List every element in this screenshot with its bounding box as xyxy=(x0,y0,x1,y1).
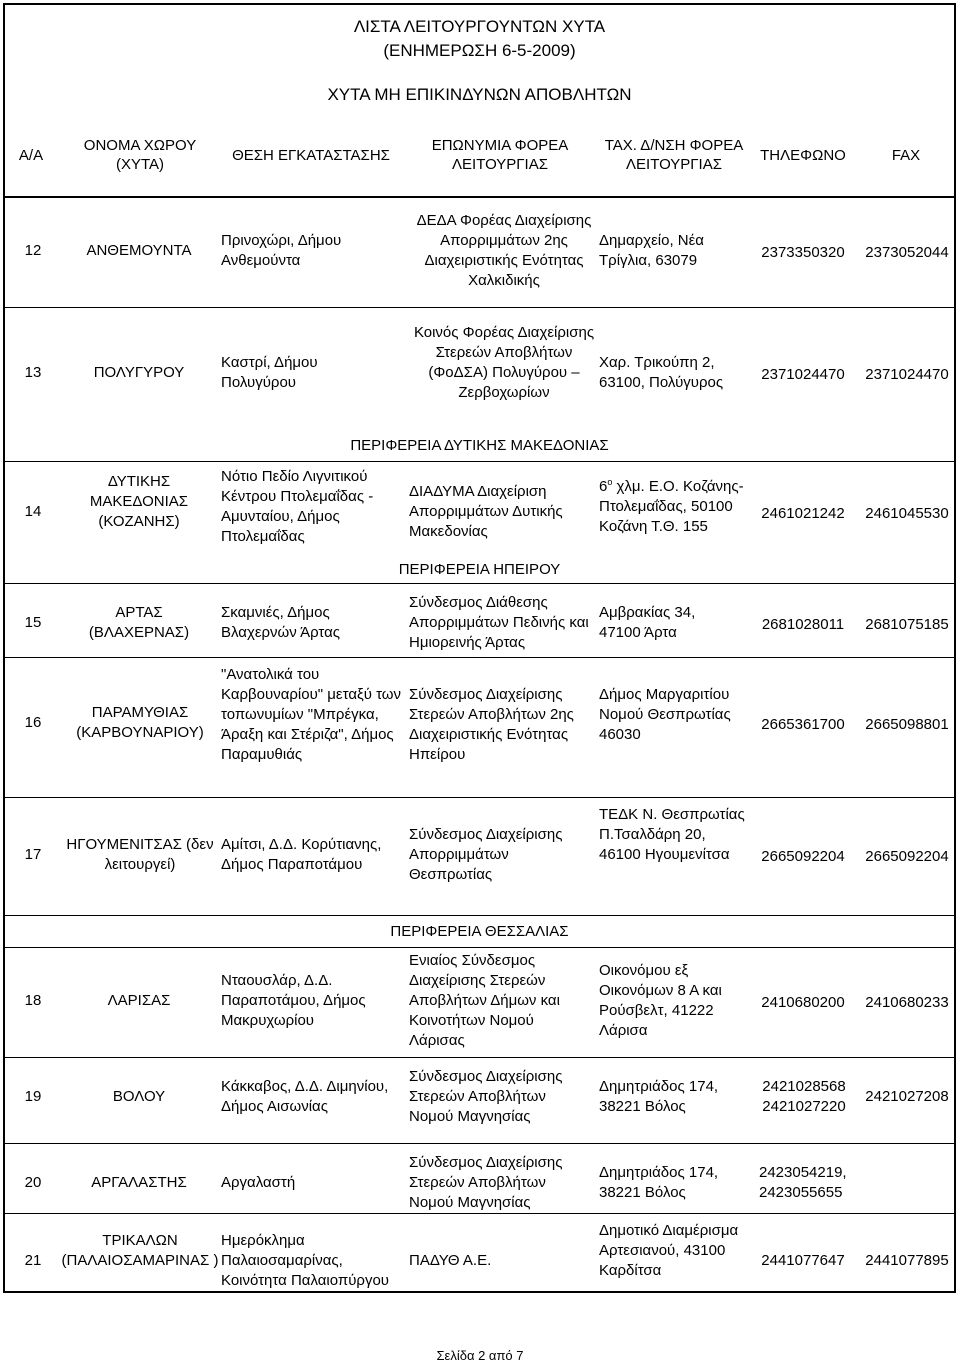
row-18-dieuthynsi: Οικονόμου εξ Οικονόμων 8 Α και Ρούσβελτ, 41222 Λάρισα xyxy=(599,962,722,1039)
row-divider xyxy=(5,583,954,584)
row-17-aa: 17 xyxy=(24,846,42,863)
page-footer: Σελίδα 2 από 7 xyxy=(436,1348,524,1363)
row-21-aa: 21 xyxy=(24,1252,42,1269)
column-header-tilefono: ΤΗΛΕΦΩΝΟ xyxy=(760,146,846,164)
row-divider xyxy=(5,947,954,948)
row-19-eponymia: Σύνδεσμος Διαχείρισης Στερεών Αποβλήτων Νομού Μαγνησίας xyxy=(409,1068,563,1125)
row-13-aa: 13 xyxy=(24,364,42,381)
column-header-fax: FAX xyxy=(891,146,921,164)
region-thessalia: ΠΕΡΙΦΕΡΕΙΑ ΘΕΣΣΑΛΙΑΣ xyxy=(390,923,569,940)
row-17-onoma: ΗΓΟΥΜΕΝΙΤΣΑΣ (δεν λειτουργεί) xyxy=(66,836,214,873)
row-21-onoma: ΤΡΙΚΑΛΩΝ (ΠΑΛΑΙΟΣΑΜΑΡΙΝΑΣ ) xyxy=(61,1232,219,1269)
row-13-eponymia: Κοινός Φορέας Διαχείρισης Στερεών Αποβλήτων (ΦοΔΣΑ) Πολυγύρου – Ζερβοχωρίων xyxy=(413,324,595,401)
row-19-fax: 2421027208 xyxy=(865,1088,949,1105)
row-15-fax: 2681075185 xyxy=(865,616,949,633)
row-14-aa: 14 xyxy=(24,503,42,520)
header-divider xyxy=(5,196,954,198)
row-15-dieuthynsi: Αμβρακίας 34, 47100 Άρτα xyxy=(599,604,696,641)
row-14-dieuthynsi: $6^o$ χλμ. Ε.Ο. Κοζάνης-Πτολεμαΐδας, 50100 Κοζάνη Τ.Θ. 155 xyxy=(599,477,744,535)
update-date: (ΕΝΗΜΕΡΩΣΗ 6-5-2009) xyxy=(383,41,576,60)
row-14-fax: 2461045530 xyxy=(865,505,949,522)
row-17-fax: 2665092204 xyxy=(865,848,949,865)
row-divider xyxy=(5,1213,954,1214)
row-divider xyxy=(5,1143,954,1144)
row-16-fax: 2665098801 xyxy=(865,716,949,733)
document-sheet xyxy=(3,3,956,1293)
row-16-dieuthynsi: Δήμος Μαργαριτίου Νομού Θεσπρωτίας 46030 xyxy=(599,686,731,743)
row-17-tilefono: 2665092204 xyxy=(761,848,845,865)
row-14-onoma: ΔΥΤΙΚΗΣ ΜΑΚΕΔΟΝΙΑΣ (ΚΟΖΑΝΗΣ) xyxy=(89,473,189,530)
row-16-thesi: "Ανατολικά του Καρβουναρίου" μεταξύ των τοπωνυμίων "Μπρέγκα, Άραξη και Στέριζα", Δήμος Παραμυθιάς xyxy=(221,666,401,763)
document-title: ΛΙΣΤΑ ΛΕΙΤΟΥΡΓΟΥΝΤΩΝ ΧΥΤΑ xyxy=(353,17,606,36)
row-21-fax: 2441077895 xyxy=(865,1252,949,1269)
row-divider xyxy=(5,461,954,462)
row-17-dieuthynsi: ΤΕΔΚ Ν. Θεσπρωτίας Π.Τσαλδάρη 20, 46100 Ηγουμενίτσα xyxy=(599,806,745,863)
row-13-thesi: Καστρί, Δήμου Πολυγύρου xyxy=(221,354,318,391)
row-divider xyxy=(5,797,954,798)
region-ipeiros: ΠΕΡΙΦΕΡΕΙΑ ΗΠΕΙΡΟΥ xyxy=(398,561,561,578)
row-19-onoma: ΒΟΛΟΥ xyxy=(112,1088,166,1105)
row-16-tilefono: 2665361700 xyxy=(761,716,845,733)
category-title: ΧΥΤΑ ΜΗ ΕΠΙΚΙΝΔΥΝΩΝ ΑΠΟΒΛΗΤΩΝ xyxy=(327,85,632,104)
column-header-thesi: ΘΕΣΗ ΕΓΚΑΤΑΣΤΑΣΗΣ xyxy=(232,146,390,164)
row-19-dieuthynsi: Δημητριάδος 174, 38221 Βόλος xyxy=(599,1078,719,1115)
row-17-thesi: Αμίτσι, Δ.Δ. Κορύτιανης, Δήμος Παραποτάμου xyxy=(221,836,382,873)
row-divider xyxy=(5,307,954,308)
row-15-aa: 15 xyxy=(24,614,42,631)
row-20-dieuthynsi: Δημητριάδος 174, 38221 Βόλος xyxy=(599,1164,719,1201)
row-18-eponymia: Ενιαίος Σύνδεσμος Διαχείρισης Στερεών Αποβλήτων Δήμων και Κοινοτήτων Νομού Λάρισας xyxy=(409,952,560,1049)
column-header-dieuthynsi: ΤΑΧ. Δ/ΝΣΗ ΦΟΡΕΑ ΛΕΙΤΟΥΡΓΙΑΣ xyxy=(604,137,744,173)
column-header-eponymia: ΕΠΩΝΥΜΙΑ ΦΟΡΕΑ ΛΕΙΤΟΥΡΓΙΑΣ xyxy=(431,137,569,173)
row-13-onoma: ΠΟΛΥΓΥΡΟΥ xyxy=(93,364,185,381)
row-20-tilefono: 2423054219, 2423055655 xyxy=(759,1164,847,1201)
row-16-eponymia: Σύνδεσμος Διαχείρισης Στερεών Αποβλήτων 2ης Διαχειριστικής Ενότητας Ηπείρου xyxy=(409,686,574,763)
row-19-thesi: Κάκκαβος, Δ.Δ. Διμηνίου, Δήμος Αισωνίας xyxy=(221,1078,389,1115)
row-21-tilefono: 2441077647 xyxy=(761,1252,845,1269)
row-divider xyxy=(5,657,954,658)
row-16-aa: 16 xyxy=(24,714,42,731)
row-12-aa: 12 xyxy=(24,242,42,259)
row-14-eponymia: ΔΙΑΔΥΜΑ Διαχείριση Απορριμμάτων Δυτικής Μακεδονίας xyxy=(409,483,563,540)
row-13-dieuthynsi: Χαρ. Τρικούπη 2, 63100, Πολύγυρος xyxy=(599,354,724,391)
row-16-onoma: ΠΑΡΑΜΥΘΙΑΣ (ΚΑΡΒΟΥΝΑΡΙΟΥ) xyxy=(76,704,204,741)
row-12-thesi: Πρινοχώρι, Δήμου Ανθεμούντα xyxy=(221,232,342,269)
row-13-fax: 2371024470 xyxy=(865,366,949,383)
row-18-thesi: Νταουσλάρ, Δ.Δ. Παραποτάμου, Δήμος Μακρυχωρίου xyxy=(221,972,366,1029)
row-12-dieuthynsi: Δημαρχείο, Νέα Τρίγλια, 63079 xyxy=(599,232,704,269)
row-20-onoma: ΑΡΓΑΛΑΣΤΗΣ xyxy=(91,1174,187,1191)
row-14-thesi: Νότιο Πεδίο Λιγνιτικού Κέντρου Πτολεμαΐδας - Αμυνταίου, Δήμος Πτολεμαΐδας xyxy=(221,468,374,545)
row-divider xyxy=(5,1057,954,1058)
row-20-aa: 20 xyxy=(24,1174,42,1191)
row-21-dieuthynsi: Δημοτικό Διαμέρισμα Αρτεσιανού, 43100 Καρδίτσα xyxy=(599,1222,739,1279)
row-12-eponymia: ΔΕΔΑ Φορέας Διαχείρισης Απορριμμάτων 2ης Διαχειριστικής Ενότητας Χαλκιδικής xyxy=(416,212,592,289)
row-21-eponymia: ΠΑΔΥΘ Α.Ε. xyxy=(409,1252,492,1269)
row-20-eponymia: Σύνδεσμος Διαχείρισης Στερεών Αποβλήτων Νομού Μαγνησίας xyxy=(409,1154,563,1211)
row-19-aa: 19 xyxy=(24,1088,42,1105)
row-20-thesi: Αργαλαστή xyxy=(221,1174,296,1191)
region-dytiki-makedonia: ΠΕΡΙΦΕΡΕΙΑ ΔΥΤΙΚΗΣ ΜΑΚΕΔΟΝΙΑΣ xyxy=(350,437,609,454)
row-15-onoma: ΑΡΤΑΣ (ΒΛΑΧΕΡΝΑΣ) xyxy=(88,604,190,641)
row-19-tilefono: 2421028568 2421027220 xyxy=(762,1078,846,1115)
row-17-eponymia: Σύνδεσμος Διαχείρισης Απορριμμάτων Θεσπρωτίας xyxy=(409,826,563,883)
row-18-fax: 2410680233 xyxy=(865,994,949,1011)
row-14-tilefono: 2461021242 xyxy=(761,505,845,522)
row-13-tilefono: 2371024470 xyxy=(761,366,845,383)
row-21-thesi: Ημερόκλημα Παλαιοσαμαρίνας, Κοινότητα Παλαιοπύργου xyxy=(221,1232,389,1289)
row-18-onoma: ΛΑΡΙΣΑΣ xyxy=(107,992,171,1009)
row-15-tilefono: 2681028011 xyxy=(761,616,845,633)
row-12-tilefono: 2373350320 xyxy=(761,244,845,261)
row-divider xyxy=(5,915,954,916)
row-12-fax: 2373052044 xyxy=(865,244,949,261)
row-12-onoma: ΑΝΘΕΜΟΥΝΤΑ xyxy=(86,242,192,259)
column-header-aa: Α/Α xyxy=(18,146,44,164)
row-18-aa: 18 xyxy=(24,992,42,1009)
column-header-onoma: ΟΝΟΜΑ ΧΩΡΟΥ (ΧΥΤΑ) xyxy=(83,137,197,173)
row-15-eponymia: Σύνδεσμος Διάθεσης Απορριμμάτων Πεδινής και Ημιορεινής Άρτας xyxy=(409,594,589,651)
row-15-thesi: Σκαμνιές, Δήμος Βλαχερνών Άρτας xyxy=(221,604,341,641)
row-18-tilefono: 2410680200 xyxy=(761,994,845,1011)
